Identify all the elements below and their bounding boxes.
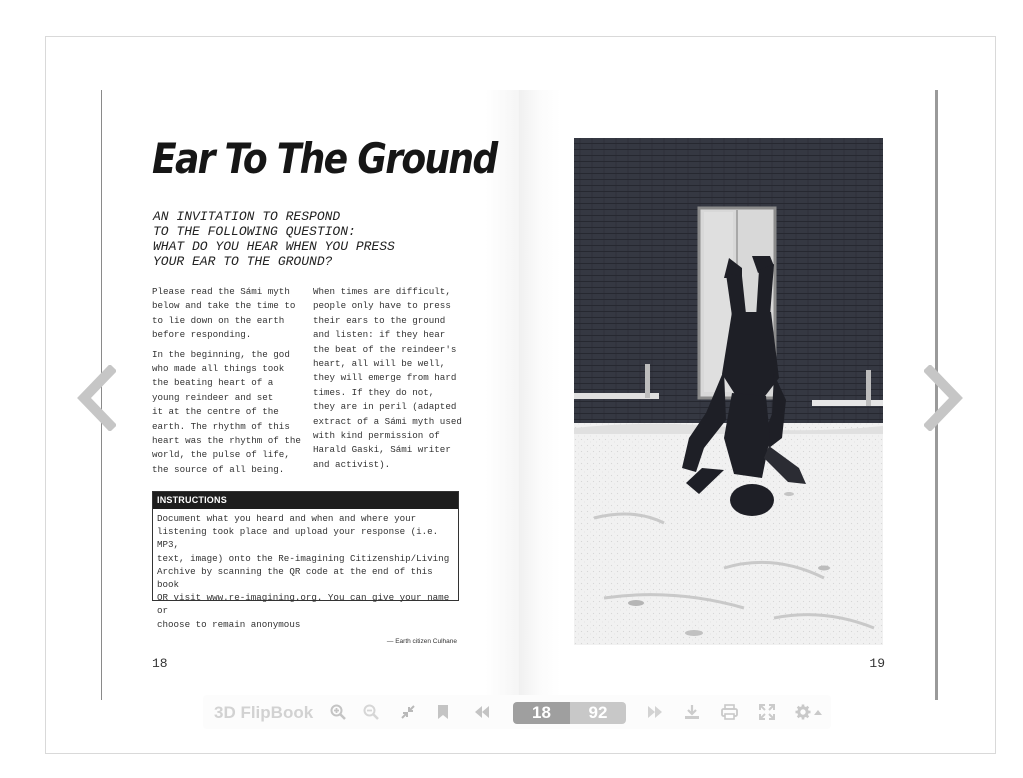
viewer-toolbar [203, 695, 831, 729]
fit-icon [400, 704, 416, 720]
next-page-button[interactable] [924, 365, 964, 431]
person-headstand-in-snow-photo [574, 138, 883, 645]
page-subtitle: AN INVITATION TO RESPOND TO THE FOLLOWING QUESTION: WHAT DO YOU HEAR WHEN YOU PRESS YOUR EAR TO THE GROUND? [153, 209, 395, 269]
myth-paragraph-2: When times are difficult, people only have to press their ears to the ground and listen: if they hear the beat of the reindeer's heart, all will be well, they will emerge from hard times. If they do not, they are in peril (adapted extract of a Sámi myth used with kind permission of Harald Gaski, Sámi writer and activist). [313, 286, 462, 470]
settings-icon [795, 704, 823, 720]
page-number-right: 19 [869, 656, 885, 671]
text-column-2 [313, 285, 463, 477]
zoom-in-icon [330, 704, 346, 720]
rewind-icon [474, 705, 490, 719]
zoom-in-button[interactable] [327, 695, 349, 729]
page-title: Ear To The Ground [152, 134, 497, 183]
current-page-indicator[interactable]: 18 [513, 702, 570, 724]
fullscreen-button[interactable] [756, 695, 778, 729]
bookmark-button[interactable] [432, 695, 454, 729]
download-button[interactable] [681, 695, 703, 729]
brand-label[interactable]: 3D FlipBook [214, 703, 314, 722]
fast-forward-icon [647, 705, 663, 719]
left-page[interactable] [101, 90, 519, 700]
zoom-out-icon [363, 704, 379, 720]
instructions-body: Document what you heard and when and where your listening took place and upload your response (i.e. MP3, text, image) onto the Re-imagining Citizenship/Living Archive by scanning the QR code at the end of this book OR visit www.re-imagining.org. You can give your name or choose to remain anonymous [157, 513, 450, 630]
first-page-button[interactable] [471, 695, 493, 729]
zoom-out-button[interactable] [360, 695, 382, 729]
flipbook-spread [101, 90, 938, 700]
total-pages-indicator: 92 [570, 702, 626, 724]
quote-attribution: — Earth citizen Culhane [386, 638, 457, 645]
print-icon [721, 704, 738, 720]
fullscreen-icon [759, 704, 775, 720]
previous-page-button[interactable] [76, 365, 116, 431]
print-button[interactable] [718, 695, 740, 729]
chevron-left-icon [76, 365, 116, 431]
bookmark-icon [437, 704, 449, 720]
last-page-button[interactable] [644, 695, 666, 729]
instructions-box [152, 491, 459, 630]
intro-paragraph: Please read the Sámi myth below and take the time to to lie down on the earth before responding. [152, 286, 296, 341]
text-column-1 [152, 285, 302, 482]
myth-paragraph-1: In the beginning, the god who made all things took the beating heart of a young reindeer and set it at the centre of the earth. The rhythm of this heart was the rhythm of the world, the pulse of life, the source of all being. [152, 348, 301, 475]
chevron-right-icon [924, 365, 964, 431]
instructions-heading: INSTRUCTIONS [153, 492, 458, 509]
right-page[interactable] [519, 90, 938, 700]
download-icon [684, 704, 700, 720]
settings-button[interactable] [793, 695, 825, 729]
fit-page-button[interactable] [397, 695, 419, 729]
page-number-left: 18 [152, 656, 168, 671]
